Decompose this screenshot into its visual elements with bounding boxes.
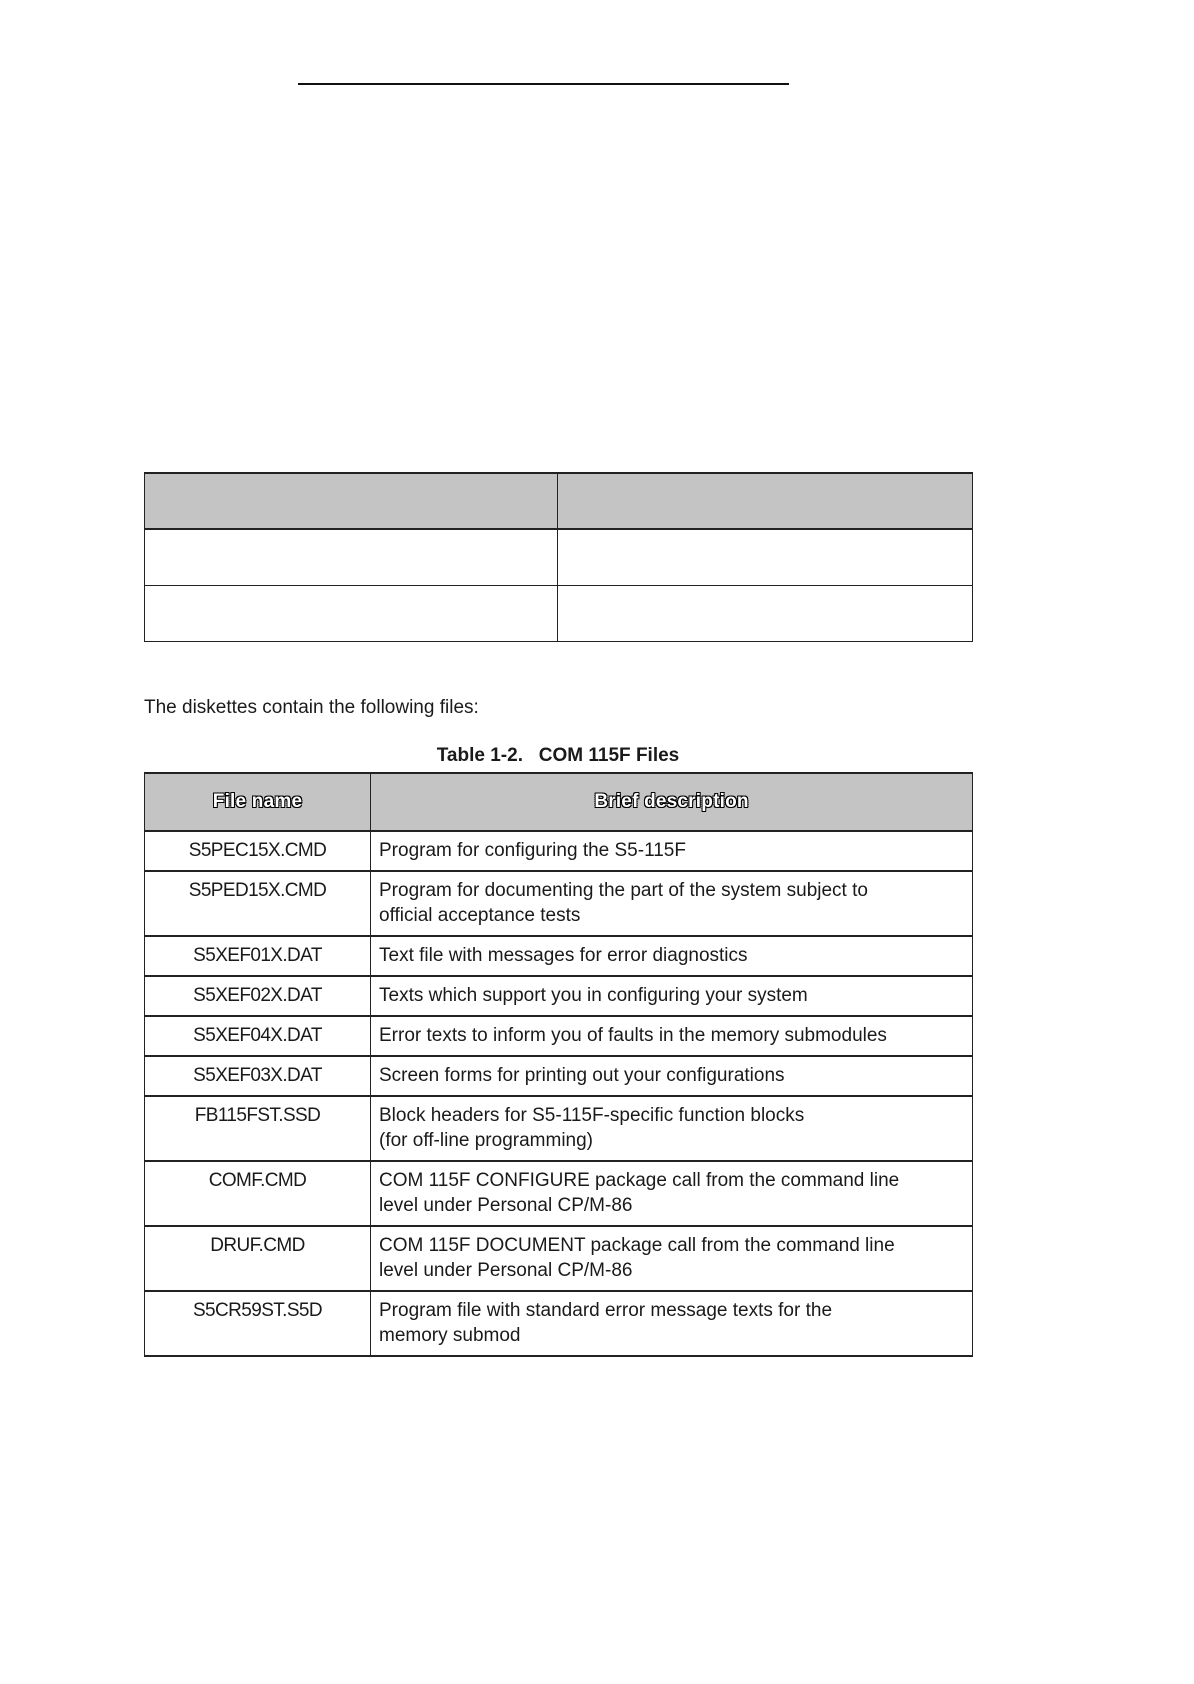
file-name-header	[145, 773, 371, 831]
file-name-cell: S5PEC15X.CMD	[145, 831, 371, 871]
blank-table-cell	[558, 586, 973, 642]
file-name-cell: S5XEF03X.DAT	[145, 1056, 371, 1096]
table-row	[145, 831, 973, 871]
file-description-cell: COM 115F CONFIGURE package call from the command line level under Personal CP/M-86	[371, 1161, 973, 1226]
blank-table-header-cell	[558, 473, 973, 529]
file-description-cell: COM 115F DOCUMENT package call from the command line level under Personal CP/M-86	[371, 1226, 973, 1291]
table-caption: Table 1-2. COM 115F Files	[436, 745, 680, 766]
blank-table-cell	[145, 529, 558, 586]
brief-description-header	[371, 773, 973, 831]
header-rule	[298, 83, 789, 85]
file-name-cell: COMF.CMD	[145, 1161, 371, 1226]
file-description-cell: Texts which support you in configuring your system	[371, 976, 973, 1016]
file-description-cell: Program for documenting the part of the system subject to official acceptance tests	[371, 871, 973, 936]
file-name-header-label: File name	[212, 791, 303, 812]
brief-description-header-label: Brief description	[594, 791, 749, 812]
blank-table-cell	[558, 529, 973, 586]
file-description-cell: Error texts to inform you of faults in the memory submodules	[371, 1016, 973, 1056]
table-row	[145, 1226, 973, 1291]
file-description-cell: Program file with standard error message texts for the memory submod	[371, 1291, 973, 1356]
table-row	[145, 1291, 973, 1356]
table-row	[145, 871, 973, 936]
blank-table	[144, 472, 973, 642]
blank-table-header-cell	[145, 473, 558, 529]
files-table-header-row	[145, 773, 973, 831]
file-name-cell: FB115FST.SSD	[145, 1096, 371, 1161]
file-name-cell: S5XEF04X.DAT	[145, 1016, 371, 1056]
table-row	[145, 976, 973, 1016]
file-description-cell: Screen forms for printing out your configurations	[371, 1056, 973, 1096]
blank-table-cell	[145, 586, 558, 642]
table-row	[145, 1161, 973, 1226]
file-description-cell: Program for configuring the S5-115F	[371, 831, 973, 871]
file-description-cell: Block headers for S5-115F-specific function blocks (for off-line programming)	[371, 1096, 973, 1161]
table-row	[145, 1016, 973, 1056]
file-name-cell: S5XEF02X.DAT	[145, 976, 371, 1016]
intro-text: The diskettes contain the following files:	[144, 697, 479, 718]
table-row	[145, 936, 973, 976]
file-name-cell: S5CR59ST.S5D	[145, 1291, 371, 1356]
file-name-cell: S5XEF01X.DAT	[145, 936, 371, 976]
files-table	[144, 772, 973, 1357]
file-name-cell: S5PED15X.CMD	[145, 871, 371, 936]
table-row	[145, 1056, 973, 1096]
file-name-cell: DRUF.CMD	[145, 1226, 371, 1291]
file-description-cell: Text file with messages for error diagnostics	[371, 936, 973, 976]
table-row	[145, 1096, 973, 1161]
